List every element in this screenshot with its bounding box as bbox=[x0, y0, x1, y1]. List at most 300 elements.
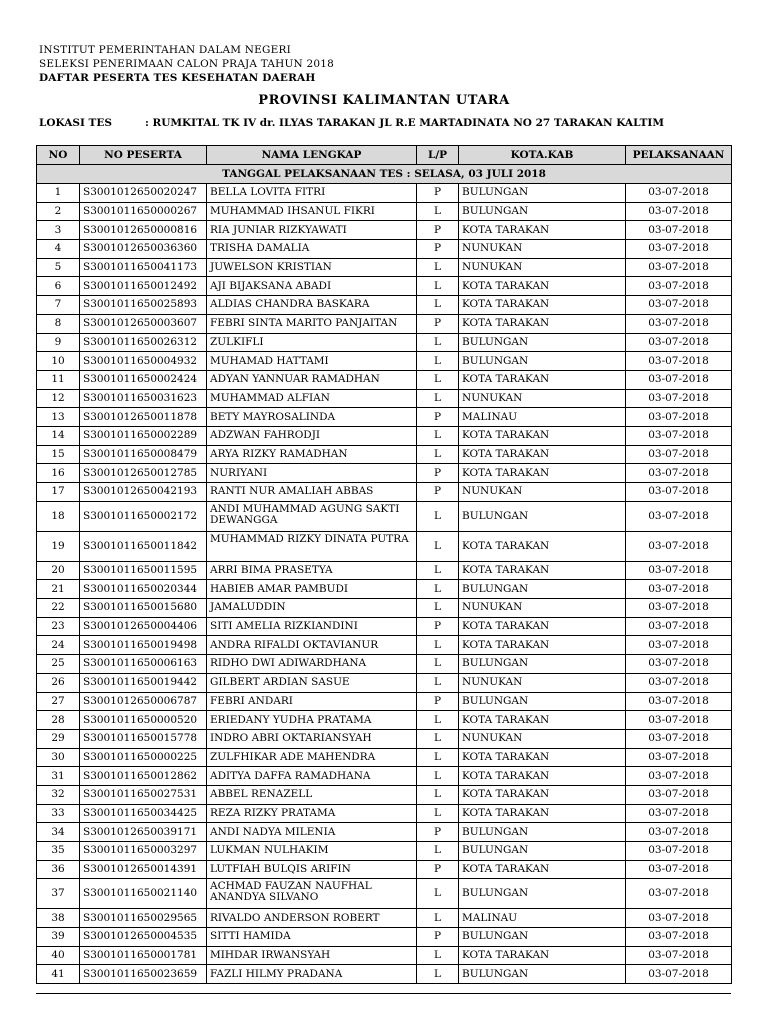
row-no: 26 bbox=[37, 673, 80, 692]
table-row bbox=[37, 860, 732, 879]
row-participant-id: S3001011650006163 bbox=[80, 655, 207, 674]
row-no: 32 bbox=[37, 785, 80, 804]
row-city: KOTA TARAKAN bbox=[459, 636, 626, 655]
row-participant-id: S3001012650004535 bbox=[80, 928, 207, 947]
row-participant-id: S3001012650036360 bbox=[80, 240, 207, 259]
row-gender: P bbox=[417, 240, 459, 259]
row-date: 03-07-2018 bbox=[626, 426, 732, 445]
row-date: 03-07-2018 bbox=[626, 501, 732, 531]
table-row bbox=[37, 561, 732, 580]
row-no: 23 bbox=[37, 617, 80, 636]
row-date: 03-07-2018 bbox=[626, 202, 732, 221]
row-no: 31 bbox=[37, 767, 80, 786]
row-gender: L bbox=[417, 636, 459, 655]
table-header-row bbox=[37, 146, 732, 165]
row-name: RANTI NUR AMALIAH ABBAS bbox=[207, 483, 417, 502]
row-city: NUNUKAN bbox=[459, 483, 626, 502]
row-name: ZULKIFLI bbox=[207, 333, 417, 352]
row-name: MUHAMMAD ALFIAN bbox=[207, 389, 417, 408]
row-gender: P bbox=[417, 483, 459, 502]
row-city: BULUNGAN bbox=[459, 965, 626, 984]
institution-name: INSTITUT PEMERINTAHAN DALAM NEGERI bbox=[39, 44, 291, 56]
row-no: 37 bbox=[37, 879, 80, 909]
row-city: BULUNGAN bbox=[459, 842, 626, 861]
row-participant-id: S3001011650034425 bbox=[80, 804, 207, 823]
row-no: 5 bbox=[37, 258, 80, 277]
row-date: 03-07-2018 bbox=[626, 483, 732, 502]
row-gender: L bbox=[417, 426, 459, 445]
row-participant-id: S3001011650011842 bbox=[80, 531, 207, 561]
row-name: MUHAMMAD RIZKY DINATA PUTRA bbox=[207, 531, 417, 561]
row-participant-id: S3001012650000816 bbox=[80, 221, 207, 240]
row-date: 03-07-2018 bbox=[626, 879, 732, 909]
row-gender: L bbox=[417, 333, 459, 352]
table-row bbox=[37, 823, 732, 842]
table-row bbox=[37, 599, 732, 618]
row-gender: L bbox=[417, 599, 459, 618]
row-gender: L bbox=[417, 842, 459, 861]
row-city: KOTA TARAKAN bbox=[459, 277, 626, 296]
row-participant-id: S3001012650003607 bbox=[80, 314, 207, 333]
row-date: 03-07-2018 bbox=[626, 711, 732, 730]
document-title: DAFTAR PESERTA TES KESEHATAN DAERAH bbox=[39, 72, 316, 84]
row-gender: L bbox=[417, 909, 459, 928]
row-name: LUKMAN NULHAKIM bbox=[207, 842, 417, 861]
row-gender: L bbox=[417, 946, 459, 965]
row-date: 03-07-2018 bbox=[626, 464, 732, 483]
row-city: KOTA TARAKAN bbox=[459, 946, 626, 965]
row-date: 03-07-2018 bbox=[626, 928, 732, 947]
row-gender: P bbox=[417, 692, 459, 711]
row-city: KOTA TARAKAN bbox=[459, 464, 626, 483]
column-header-lp: L/P bbox=[417, 146, 459, 165]
row-gender: P bbox=[417, 314, 459, 333]
row-gender: P bbox=[417, 408, 459, 427]
row-city: BULUNGAN bbox=[459, 184, 626, 203]
row-name: ADYAN YANNUAR RAMADHAN bbox=[207, 370, 417, 389]
row-name: SITI AMELIA RIZKIANDINI bbox=[207, 617, 417, 636]
table-row bbox=[37, 314, 732, 333]
row-name: ANDI NADYA MILENIA bbox=[207, 823, 417, 842]
row-city: KOTA TARAKAN bbox=[459, 296, 626, 315]
row-gender: P bbox=[417, 184, 459, 203]
row-no: 16 bbox=[37, 464, 80, 483]
row-name: REZA RIZKY PRATAMA bbox=[207, 804, 417, 823]
row-gender: L bbox=[417, 277, 459, 296]
table-row bbox=[37, 445, 732, 464]
table-row bbox=[37, 692, 732, 711]
row-name: NURIYANI bbox=[207, 464, 417, 483]
row-name: RIVALDO ANDERSON ROBERT bbox=[207, 909, 417, 928]
row-name: ARRI BIMA PRASETYA bbox=[207, 561, 417, 580]
row-name: ANDI MUHAMMAD AGUNG SAKTI DEWANGGA bbox=[207, 501, 417, 531]
row-gender: L bbox=[417, 879, 459, 909]
table-row bbox=[37, 277, 732, 296]
table-row bbox=[37, 426, 732, 445]
row-city: BULUNGAN bbox=[459, 202, 626, 221]
row-no: 36 bbox=[37, 860, 80, 879]
row-gender: L bbox=[417, 352, 459, 371]
row-no: 34 bbox=[37, 823, 80, 842]
table-row bbox=[37, 655, 732, 674]
row-name: BETY MAYROSALINDA bbox=[207, 408, 417, 427]
row-participant-id: S3001011650020344 bbox=[80, 580, 207, 599]
row-gender: L bbox=[417, 296, 459, 315]
row-gender: L bbox=[417, 389, 459, 408]
row-name: ACHMAD FAUZAN NAUFHAL ANANDYA SILVANO bbox=[207, 879, 417, 909]
row-date: 03-07-2018 bbox=[626, 767, 732, 786]
row-participant-id: S3001011650019498 bbox=[80, 636, 207, 655]
row-participant-id: S3001011650021140 bbox=[80, 879, 207, 909]
row-gender: L bbox=[417, 785, 459, 804]
row-gender: L bbox=[417, 711, 459, 730]
table-row bbox=[37, 946, 732, 965]
row-no: 41 bbox=[37, 965, 80, 984]
row-participant-id: S3001012650012785 bbox=[80, 464, 207, 483]
table-row bbox=[37, 221, 732, 240]
row-city: BULUNGAN bbox=[459, 879, 626, 909]
row-city: KOTA TARAKAN bbox=[459, 314, 626, 333]
row-participant-id: S3001011650000520 bbox=[80, 711, 207, 730]
table-row bbox=[37, 711, 732, 730]
row-participant-id: S3001012650020247 bbox=[80, 184, 207, 203]
table-row bbox=[37, 909, 732, 928]
row-gender: L bbox=[417, 561, 459, 580]
row-name: RIA JUNIAR RIZKYAWATI bbox=[207, 221, 417, 240]
row-name: HABIEB AMAR PAMBUDI bbox=[207, 580, 417, 599]
table-row bbox=[37, 240, 732, 259]
row-participant-id: S3001011650027531 bbox=[80, 785, 207, 804]
selection-title: SELEKSI PENERIMAAN CALON PRAJA TAHUN 2018 bbox=[39, 58, 334, 70]
column-header-pelaksanaan: PELAKSANAAN bbox=[626, 146, 732, 165]
row-city: KOTA TARAKAN bbox=[459, 767, 626, 786]
row-city: BULUNGAN bbox=[459, 692, 626, 711]
table-row bbox=[37, 464, 732, 483]
row-city: BULUNGAN bbox=[459, 928, 626, 947]
location-value: : RUMKITAL TK IV dr. ILYAS TARAKAN JL R.E MARTADINATA NO 27 TARAKAN KALTIM bbox=[145, 117, 664, 129]
row-name: AJI BIJAKSANA ABADI bbox=[207, 277, 417, 296]
province-title: PROVINSI KALIMANTAN UTARA bbox=[258, 93, 510, 108]
row-participant-id: S3001011650031623 bbox=[80, 389, 207, 408]
row-name: JAMALUDDIN bbox=[207, 599, 417, 618]
row-name: MUHAMMAD IHSANUL FIKRI bbox=[207, 202, 417, 221]
row-date: 03-07-2018 bbox=[626, 946, 732, 965]
row-city: BULUNGAN bbox=[459, 333, 626, 352]
table-row bbox=[37, 729, 732, 748]
row-name: ADITYA DAFFA RAMADHANA bbox=[207, 767, 417, 786]
row-name: ERIEDANY YUDHA PRATAMA bbox=[207, 711, 417, 730]
row-date: 03-07-2018 bbox=[626, 617, 732, 636]
row-city: KOTA TARAKAN bbox=[459, 561, 626, 580]
row-participant-id: S3001012650014391 bbox=[80, 860, 207, 879]
row-name: JUWELSON KRISTIAN bbox=[207, 258, 417, 277]
row-no: 18 bbox=[37, 501, 80, 531]
table-row bbox=[37, 767, 732, 786]
row-participant-id: S3001012650004406 bbox=[80, 617, 207, 636]
row-gender: L bbox=[417, 580, 459, 599]
row-no: 24 bbox=[37, 636, 80, 655]
row-name: ALDIAS CHANDRA BASKARA bbox=[207, 296, 417, 315]
row-city: KOTA TARAKAN bbox=[459, 711, 626, 730]
row-gender: L bbox=[417, 767, 459, 786]
row-date: 03-07-2018 bbox=[626, 729, 732, 748]
row-city: NUNUKAN bbox=[459, 389, 626, 408]
row-no: 33 bbox=[37, 804, 80, 823]
table-row bbox=[37, 389, 732, 408]
row-no: 35 bbox=[37, 842, 80, 861]
row-no: 29 bbox=[37, 729, 80, 748]
row-date: 03-07-2018 bbox=[626, 909, 732, 928]
row-city: MALINAU bbox=[459, 909, 626, 928]
row-participant-id: S3001011650015680 bbox=[80, 599, 207, 618]
row-date: 03-07-2018 bbox=[626, 748, 732, 767]
row-participant-id: S3001011650003297 bbox=[80, 842, 207, 861]
row-name: LUTFIAH BULQIS ARIFIN bbox=[207, 860, 417, 879]
row-date: 03-07-2018 bbox=[626, 296, 732, 315]
row-name: RIDHO DWI ADIWARDHANA bbox=[207, 655, 417, 674]
table-row bbox=[37, 333, 732, 352]
row-participant-id: S3001011650001781 bbox=[80, 946, 207, 965]
row-no: 3 bbox=[37, 221, 80, 240]
row-participant-id: S3001011650002289 bbox=[80, 426, 207, 445]
row-name: ADZWAN FAHRODJI bbox=[207, 426, 417, 445]
row-city: KOTA TARAKAN bbox=[459, 748, 626, 767]
row-gender: P bbox=[417, 823, 459, 842]
row-no: 4 bbox=[37, 240, 80, 259]
table-row bbox=[37, 928, 732, 947]
row-city: NUNUKAN bbox=[459, 258, 626, 277]
row-name: ARYA RIZKY RAMADHAN bbox=[207, 445, 417, 464]
row-no: 15 bbox=[37, 445, 80, 464]
row-no: 38 bbox=[37, 909, 80, 928]
row-date: 03-07-2018 bbox=[626, 860, 732, 879]
row-name: BELLA LOVITA FITRI bbox=[207, 184, 417, 203]
table-row bbox=[37, 748, 732, 767]
row-city: KOTA TARAKAN bbox=[459, 804, 626, 823]
row-date: 03-07-2018 bbox=[626, 580, 732, 599]
row-gender: P bbox=[417, 221, 459, 240]
location-label: LOKASI TES bbox=[39, 117, 112, 129]
row-gender: L bbox=[417, 202, 459, 221]
row-participant-id: S3001012650011878 bbox=[80, 408, 207, 427]
row-name: TRISHA DAMALIA bbox=[207, 240, 417, 259]
column-header-no: NO bbox=[37, 146, 80, 165]
row-date: 03-07-2018 bbox=[626, 673, 732, 692]
row-no: 12 bbox=[37, 389, 80, 408]
row-participant-id: S3001011650004932 bbox=[80, 352, 207, 371]
row-date: 03-07-2018 bbox=[626, 370, 732, 389]
row-gender: L bbox=[417, 370, 459, 389]
row-name: ANDRA RIFALDI OKTAVIANUR bbox=[207, 636, 417, 655]
row-city: BULUNGAN bbox=[459, 655, 626, 674]
row-gender: P bbox=[417, 928, 459, 947]
row-participant-id: S3001011650023659 bbox=[80, 965, 207, 984]
table-row bbox=[37, 483, 732, 502]
row-date: 03-07-2018 bbox=[626, 333, 732, 352]
row-date: 03-07-2018 bbox=[626, 314, 732, 333]
row-gender: P bbox=[417, 617, 459, 636]
row-gender: L bbox=[417, 531, 459, 561]
row-no: 1 bbox=[37, 184, 80, 203]
table-row bbox=[37, 258, 732, 277]
row-city: NUNUKAN bbox=[459, 729, 626, 748]
row-no: 7 bbox=[37, 296, 80, 315]
row-participant-id: S3001012650042193 bbox=[80, 483, 207, 502]
row-name: FEBRI SINTA MARITO PANJAITAN bbox=[207, 314, 417, 333]
row-participant-id: S3001011650002424 bbox=[80, 370, 207, 389]
row-date: 03-07-2018 bbox=[626, 965, 732, 984]
row-date: 03-07-2018 bbox=[626, 599, 732, 618]
row-name: MIHDAR IRWANSYAH bbox=[207, 946, 417, 965]
row-participant-id: S3001011650025893 bbox=[80, 296, 207, 315]
table-row bbox=[37, 636, 732, 655]
row-gender: L bbox=[417, 965, 459, 984]
bottom-divider bbox=[36, 993, 731, 994]
row-no: 39 bbox=[37, 928, 80, 947]
table-row bbox=[37, 531, 732, 561]
row-city: NUNUKAN bbox=[459, 240, 626, 259]
row-gender: L bbox=[417, 258, 459, 277]
row-city: KOTA TARAKAN bbox=[459, 860, 626, 879]
row-date: 03-07-2018 bbox=[626, 655, 732, 674]
row-no: 6 bbox=[37, 277, 80, 296]
row-date: 03-07-2018 bbox=[626, 445, 732, 464]
row-no: 14 bbox=[37, 426, 80, 445]
row-date: 03-07-2018 bbox=[626, 823, 732, 842]
row-date: 03-07-2018 bbox=[626, 408, 732, 427]
row-no: 21 bbox=[37, 580, 80, 599]
row-participant-id: S3001012650006787 bbox=[80, 692, 207, 711]
row-city: BULUNGAN bbox=[459, 501, 626, 531]
row-date: 03-07-2018 bbox=[626, 842, 732, 861]
table-row bbox=[37, 804, 732, 823]
row-city: KOTA TARAKAN bbox=[459, 531, 626, 561]
row-city: BULUNGAN bbox=[459, 580, 626, 599]
row-no: 17 bbox=[37, 483, 80, 502]
row-no: 22 bbox=[37, 599, 80, 618]
row-date: 03-07-2018 bbox=[626, 804, 732, 823]
table-row bbox=[37, 842, 732, 861]
row-city: KOTA TARAKAN bbox=[459, 221, 626, 240]
row-no: 27 bbox=[37, 692, 80, 711]
row-no: 11 bbox=[37, 370, 80, 389]
table-row bbox=[37, 352, 732, 371]
row-participant-id: S3001011650012862 bbox=[80, 767, 207, 786]
table-row bbox=[37, 965, 732, 984]
row-name: ABBEL RENAZELL bbox=[207, 785, 417, 804]
row-no: 10 bbox=[37, 352, 80, 371]
row-date: 03-07-2018 bbox=[626, 277, 732, 296]
row-no: 20 bbox=[37, 561, 80, 580]
row-gender: L bbox=[417, 729, 459, 748]
row-participant-id: S3001011650008479 bbox=[80, 445, 207, 464]
row-gender: L bbox=[417, 445, 459, 464]
row-no: 28 bbox=[37, 711, 80, 730]
row-no: 19 bbox=[37, 531, 80, 561]
table-row bbox=[37, 370, 732, 389]
column-header-no-peserta: NO PESERTA bbox=[80, 146, 207, 165]
row-city: NUNUKAN bbox=[459, 673, 626, 692]
row-participant-id: S3001011650029565 bbox=[80, 909, 207, 928]
table-row bbox=[37, 785, 732, 804]
row-name: SITTI HAMIDA bbox=[207, 928, 417, 947]
row-date: 03-07-2018 bbox=[626, 692, 732, 711]
row-no: 25 bbox=[37, 655, 80, 674]
row-date: 03-07-2018 bbox=[626, 240, 732, 259]
row-city: KOTA TARAKAN bbox=[459, 426, 626, 445]
row-name: GILBERT ARDIAN SASUE bbox=[207, 673, 417, 692]
row-date: 03-07-2018 bbox=[626, 221, 732, 240]
row-name: INDRO ABRI OKTARIANSYAH bbox=[207, 729, 417, 748]
row-city: KOTA TARAKAN bbox=[459, 785, 626, 804]
row-participant-id: S3001011650000225 bbox=[80, 748, 207, 767]
row-city: BULUNGAN bbox=[459, 352, 626, 371]
row-gender: P bbox=[417, 860, 459, 879]
table-row bbox=[37, 673, 732, 692]
table-row bbox=[37, 184, 732, 203]
row-date: 03-07-2018 bbox=[626, 636, 732, 655]
row-participant-id: S3001011650000267 bbox=[80, 202, 207, 221]
row-participant-id: S3001011650026312 bbox=[80, 333, 207, 352]
table-row bbox=[37, 408, 732, 427]
row-gender: L bbox=[417, 501, 459, 531]
table-row bbox=[37, 580, 732, 599]
table-row bbox=[37, 296, 732, 315]
test-date: TANGGAL PELAKSANAAN TES : SELASA, 03 JULI 2018 bbox=[37, 165, 732, 184]
row-gender: L bbox=[417, 804, 459, 823]
row-gender: L bbox=[417, 673, 459, 692]
date-row bbox=[37, 165, 732, 184]
row-no: 40 bbox=[37, 946, 80, 965]
table-row bbox=[37, 879, 732, 909]
row-name: FEBRI ANDARI bbox=[207, 692, 417, 711]
row-date: 03-07-2018 bbox=[626, 184, 732, 203]
column-header-kota: KOTA.KAB bbox=[459, 146, 626, 165]
table-row bbox=[37, 501, 732, 531]
table-row bbox=[37, 617, 732, 636]
row-date: 03-07-2018 bbox=[626, 352, 732, 371]
row-participant-id: S3001011650019442 bbox=[80, 673, 207, 692]
row-name: ZULFHIKAR ADE MAHENDRA bbox=[207, 748, 417, 767]
table-row bbox=[37, 202, 732, 221]
row-city: KOTA TARAKAN bbox=[459, 370, 626, 389]
row-no: 2 bbox=[37, 202, 80, 221]
row-no: 30 bbox=[37, 748, 80, 767]
row-gender: L bbox=[417, 655, 459, 674]
row-no: 8 bbox=[37, 314, 80, 333]
row-name: MUHAMAD HATTAMI bbox=[207, 352, 417, 371]
column-header-nama: NAMA LENGKAP bbox=[207, 146, 417, 165]
row-participant-id: S3001011650015778 bbox=[80, 729, 207, 748]
row-no: 9 bbox=[37, 333, 80, 352]
row-gender: P bbox=[417, 464, 459, 483]
row-participant-id: S3001011650012492 bbox=[80, 277, 207, 296]
participant-table bbox=[36, 145, 732, 984]
row-date: 03-07-2018 bbox=[626, 389, 732, 408]
row-date: 03-07-2018 bbox=[626, 785, 732, 804]
row-date: 03-07-2018 bbox=[626, 561, 732, 580]
row-participant-id: S3001011650041173 bbox=[80, 258, 207, 277]
row-date: 03-07-2018 bbox=[626, 531, 732, 561]
row-participant-id: S3001011650011595 bbox=[80, 561, 207, 580]
row-city: NUNUKAN bbox=[459, 599, 626, 618]
row-city: MALINAU bbox=[459, 408, 626, 427]
row-city: KOTA TARAKAN bbox=[459, 617, 626, 636]
row-city: BULUNGAN bbox=[459, 823, 626, 842]
row-participant-id: S3001011650002172 bbox=[80, 501, 207, 531]
row-participant-id: S3001012650039171 bbox=[80, 823, 207, 842]
row-date: 03-07-2018 bbox=[626, 258, 732, 277]
